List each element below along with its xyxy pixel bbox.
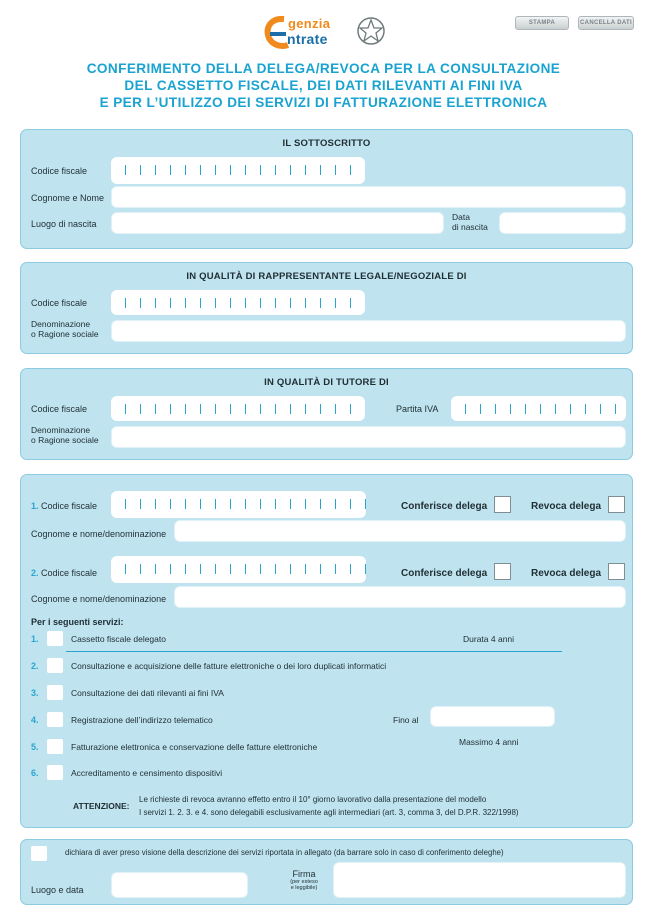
luogo-nascita-label: Luogo di nascita — [31, 219, 97, 229]
dichiara-text: dichiara di aver preso visione della descrizione dei servizi riportata in allegato (da barrare solo in caso di conferimento deleghe) — [65, 848, 504, 857]
attenzione-line-1: Le richieste di revoca avranno effetto entro il 10° giorno lavorativo dalla presentazione del modello — [139, 795, 487, 804]
tutore-panel — [20, 368, 633, 460]
intermediario-1-conferisce-label: Conferisce delega — [401, 501, 488, 512]
firma-label — [283, 869, 325, 891]
intermediario-1-cognome-input[interactable] — [174, 520, 626, 542]
intermediario-2-conferisce-checkbox[interactable] — [494, 563, 511, 580]
data-nascita-label-line1: Data — [452, 212, 470, 222]
sottoscritto-luogo-nascita-input[interactable] — [111, 212, 444, 234]
intermediario-1-cognome-label: Cognome e nome/denominazione — [31, 529, 167, 539]
firma-input[interactable] — [333, 862, 626, 898]
codice-fiscale-label: Codice fiscale — [31, 298, 88, 308]
attenzione-label: ATTENZIONE: — [73, 801, 130, 811]
tutore-partita-iva-input[interactable] — [451, 396, 626, 421]
servizio-5-label: Fatturazione elettronica e conservazione delle fatture elettroniche — [71, 742, 318, 752]
servizio-4-number: 4. — [31, 715, 39, 725]
massimo-label: Massimo 4 anni — [459, 737, 519, 747]
servizio-3-checkbox[interactable] — [47, 685, 63, 700]
denominazione-label — [31, 319, 99, 339]
intermediario-2-cognome-label: Cognome e nome/denominazione — [31, 594, 167, 604]
intermediario-1-codice-fiscale-input[interactable] — [111, 491, 366, 518]
luogo-data-label: Luogo e data — [31, 885, 84, 895]
intermediario-2-cf-text: Codice fiscale — [41, 568, 98, 578]
intermediario-1-revoca-checkbox[interactable] — [608, 496, 625, 513]
denominazione-label-line1: Denominazione — [31, 319, 91, 329]
republic-emblem-icon — [356, 15, 386, 47]
intermediario-2-codice-fiscale-input[interactable] — [111, 556, 366, 583]
title-line-2: DEL CASSETTO FISCALE, DEI DATI RILEVANTI AI FINI IVA — [124, 78, 523, 93]
fino-al-label: Fino al — [393, 715, 419, 725]
rappresentante-panel — [20, 262, 633, 354]
intermediario-1-number: 1. — [31, 501, 39, 511]
cancella-dati-button[interactable]: CANCELLA DATI — [578, 16, 634, 30]
denominazione-label-line2: o Ragione sociale — [31, 435, 99, 445]
sottoscritto-panel — [20, 129, 633, 249]
firma-label-text: Firma — [292, 869, 316, 879]
servizio-2-checkbox[interactable] — [47, 658, 63, 673]
intermediario-2-cognome-input[interactable] — [174, 586, 626, 608]
rappresentante-denominazione-input[interactable] — [111, 320, 626, 342]
servizio-1-separator — [66, 651, 562, 652]
intermediario-2-cf-label — [31, 568, 97, 578]
logo-text-genzia: genzia — [288, 16, 331, 31]
rappresentante-heading: IN QUALITÀ DI RAPPRESENTANTE LEGALE/NEGOZIALE DI — [186, 271, 467, 282]
tutore-heading: IN QUALITÀ DI TUTORE DI — [264, 377, 389, 388]
servizio-2-label: Consultazione e acquisizione delle fatture elettroniche o dei loro duplicati informatici — [71, 661, 387, 671]
intermediario-2-conferisce-label: Conferisce delega — [401, 568, 488, 579]
tutore-denominazione-input[interactable] — [111, 426, 626, 448]
title-line-3: E PER L’UTILIZZO DEI SERVIZI DI FATTURAZIONE ELETTRONICA — [99, 95, 548, 110]
fino-al-date-input[interactable] — [430, 706, 555, 727]
servizio-6-label: Accreditamento e censimento dispositivi — [71, 768, 223, 778]
firma-note-2: e leggibile) — [290, 885, 318, 891]
title-line-1: CONFERIMENTO DELLA DELEGA/REVOCA PER LA CONSULTAZIONE — [86, 61, 561, 76]
data-nascita-label — [452, 212, 488, 232]
rappresentante-codice-fiscale-input[interactable] — [111, 290, 365, 315]
servizio-6-number: 6. — [31, 768, 39, 778]
denominazione-label-line1: Denominazione — [31, 425, 91, 435]
attenzione-text — [139, 793, 519, 819]
servizio-2-number: 2. — [31, 661, 39, 671]
servizio-3-number: 3. — [31, 688, 39, 698]
denominazione-label — [31, 425, 99, 445]
sottoscritto-cognome-nome-input[interactable] — [111, 186, 626, 208]
sottoscritto-codice-fiscale-input[interactable] — [111, 157, 365, 184]
dichiara-checkbox[interactable] — [31, 846, 47, 861]
denominazione-label-line2: o Ragione sociale — [31, 329, 99, 339]
intermediario-1-cf-label — [31, 501, 97, 511]
durata-label: Durata 4 anni — [463, 634, 515, 644]
intermediario-1-conferisce-checkbox[interactable] — [494, 496, 511, 513]
servizio-5-checkbox[interactable] — [47, 739, 63, 754]
page-title — [0, 60, 647, 111]
firma-note-1: (per esteso — [290, 879, 318, 885]
intermediario-1-cf-text: Codice fiscale — [41, 501, 98, 511]
stampa-button[interactable]: STAMPA — [515, 16, 569, 30]
luogo-data-input[interactable] — [111, 872, 248, 898]
servizio-3-label: Consultazione dei dati rilevanti ai fini IVA — [71, 688, 224, 698]
sottoscritto-heading: IL SOTTOSCRITTO — [282, 138, 371, 149]
intermediario-2-number: 2. — [31, 568, 39, 578]
tutore-codice-fiscale-input[interactable] — [111, 396, 365, 421]
intermediario-1-revoca-label: Revoca delega — [531, 501, 602, 512]
servizi-heading: Per i seguenti servizi: — [31, 617, 124, 627]
partita-iva-label: Partita IVA — [396, 404, 439, 414]
servizio-1-label: Cassetto fiscale delegato — [71, 634, 166, 644]
servizio-1-number: 1. — [31, 634, 39, 644]
servizio-1-checkbox[interactable] — [47, 631, 63, 646]
servizio-6-checkbox[interactable] — [47, 765, 63, 780]
sottoscritto-data-nascita-input[interactable] — [499, 212, 626, 234]
servizio-4-label: Registrazione dell’indirizzo telematico — [71, 715, 213, 725]
attenzione-line-2: I servizi 1. 2. 3. e 4. sono delegabili esclusivamente agli intermediari (art. 3, comma 3, del D.P.R. 322/1998) — [139, 808, 519, 817]
servizio-5-number: 5. — [31, 742, 39, 752]
deleghe-panel — [20, 474, 633, 828]
codice-fiscale-label: Codice fiscale — [31, 166, 88, 176]
servizio-4-checkbox[interactable] — [47, 712, 63, 727]
firma-panel — [20, 839, 633, 905]
intermediario-2-revoca-label: Revoca delega — [531, 568, 602, 579]
cognome-nome-label: Cognome e Nome — [31, 193, 105, 203]
data-nascita-label-line2: di nascita — [452, 222, 488, 232]
logo-text-ntrate: ntrate — [287, 31, 328, 47]
codice-fiscale-label: Codice fiscale — [31, 404, 88, 414]
intermediario-2-revoca-checkbox[interactable] — [608, 563, 625, 580]
